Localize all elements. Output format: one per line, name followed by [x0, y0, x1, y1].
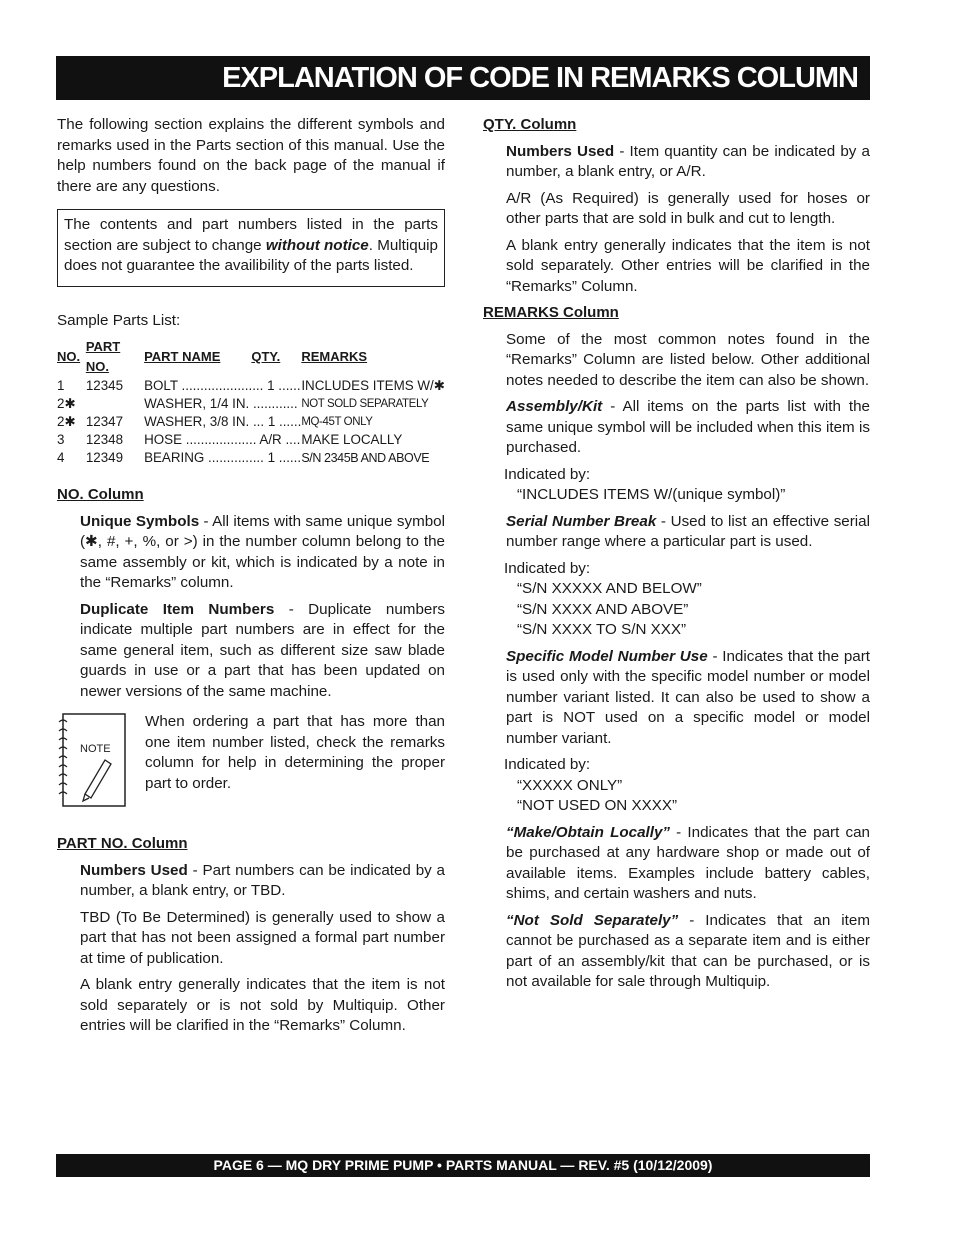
title-bar — [56, 56, 870, 100]
notice-box: The contents and part numbers listed in the parts section are subject to change without notice. Multiquip does not guarantee the availibility of the parts listed. — [57, 209, 445, 287]
model-example-2: “NOT USED ON XXXX” — [517, 797, 678, 814]
intro-paragraph: The following section explains the different symbols and remarks used in the Parts section of this manual. Use the help numbers found on the back page of the manual if there are any questions. — [57, 116, 445, 195]
col-header-part-name: PART NAME — [144, 349, 221, 364]
duplicate-numbers-paragraph: Duplicate Item Numbers - Duplicate numbers indicate multiple part numbers are in effect for the same general item, such as different size saw blade guards in use or a part that has been updated on newer versions of the same machine. — [80, 600, 445, 700]
remarks-column-heading: REMARKS Column — [483, 304, 619, 321]
table-row: 1 12345 BOLT ...................... 1 ...... INCLUDES ITEMS W/✱ — [57, 378, 445, 393]
sample-label: Sample Parts List: — [57, 311, 181, 329]
table-row: 2✱ WASHER, 1/4 IN. ............ NOT SOLD SEPARATELY — [57, 396, 429, 411]
note-block — [57, 712, 445, 822]
indicated-by-label: Indicated by: — [504, 465, 591, 483]
unique-symbols-paragraph: Unique Symbols - All items with same unique symbol (✱, #, +, %, or >) in the number column belong to the same assembly or kit, which is indicated by a note in the “Remarks” column. — [80, 512, 445, 591]
indicated-by-label: Indicated by: — [504, 756, 591, 773]
qty-column-heading: QTY. Column — [483, 116, 577, 133]
right-column — [483, 115, 870, 999]
part-numbers-used-paragraph: Numbers Used - Part numbers can be indicated by a number, a blank entry, or TBD. — [80, 861, 445, 899]
col-header-qty: QTY. — [251, 349, 281, 364]
col-header-remarks: REMARKS — [301, 349, 368, 364]
no-column-heading: NO. Column — [57, 486, 144, 503]
note-text: When ordering a part that has more than one item number listed, check the remarks column for help in determining the proper part to order. — [145, 713, 445, 792]
table-header-row — [57, 337, 445, 377]
tbd-paragraph: TBD (To Be Determined) is generally used to show a part that has not been assigned a formal part number at time of publication. — [80, 908, 445, 967]
page-footer: PAGE 6 — MQ DRY PRIME PUMP • PARTS MANUAL — REV. #5 (10/12/2009) — [56, 1154, 870, 1177]
col-header-no: NO. — [57, 349, 81, 364]
serial-example-1: “S/N XXXXX AND BELOW” — [517, 580, 702, 597]
table-row: 3 12348 HOSE ................... A/R .... MAKE LOCALLY — [57, 432, 403, 447]
col-header-part-no: PART NO. — [85, 339, 121, 374]
indicated-by-label: Indicated by: — [504, 559, 591, 577]
qty-numbers-used-paragraph: Numbers Used - Item quantity can be indicated by a number, a blank entry, or A/R. — [506, 142, 870, 180]
model-example-1: “XXXXX ONLY” — [517, 776, 623, 794]
serial-break-paragraph: Serial Number Break - Used to list an effective serial number range where a particular part is used. — [506, 512, 870, 550]
left-column — [57, 115, 445, 1043]
make-locally-paragraph: “Make/Obtain Locally” - Indicates that the part can be purchased at any hardware shop or made out of available items. Examples include battery cables, shims, and certain washers and nuts. — [506, 823, 870, 902]
serial-example-3: “S/N XXXX TO S/N XXX” — [517, 621, 687, 638]
note-icon — [57, 712, 127, 808]
not-sold-separately-paragraph: “Not Sold Separately” - Indicates that an item cannot be purchased as a separate item and is either part of an assembly/kit that can be purchased, or is not available for sale through Multiquip. — [506, 911, 870, 990]
page-title: EXPLANATION OF CODE IN REMARKS COLUMN — [222, 62, 858, 94]
qty-blank-entry-paragraph: A blank entry generally indicates that the item is not sold separately. Other entries will be clarified in the “Remarks” Column. — [506, 236, 870, 295]
table-row: 4 12349 BEARING ............... 1 ...... S/N 2345B AND ABOVE — [57, 450, 430, 465]
serial-example-2: “S/N XXXX AND ABOVE” — [517, 600, 689, 618]
notice-emphasis: without notice — [265, 236, 369, 254]
sample-parts-table — [57, 337, 445, 467]
table-row: 2✱ 12347 WASHER, 3/8 IN. ... 1 ...... MQ-45T ONLY — [57, 414, 373, 429]
part-blank-entry-paragraph: A blank entry generally indicates that the item is not sold separately or is not sold by Multiquip. Other entries will be clarified in the “Remarks” Column. — [80, 976, 445, 1034]
assembly-kit-paragraph: Assembly/Kit - All items on the parts list with the same unique symbol will be included when this item is purchased. — [506, 398, 870, 456]
assembly-example: “INCLUDES ITEMS W/(unique symbol)” — [517, 486, 786, 503]
part-no-column-heading: PART NO. Column — [57, 835, 188, 852]
note-icon-label: NOTE — [80, 743, 111, 755]
model-number-paragraph: Specific Model Number Use - Indicates that the part is used only with the specific model number or model number variant listed. It can also be used to show a part is NOT used on a specific model or model number variant. — [506, 647, 870, 747]
ar-paragraph: A/R (As Required) is generally used for hoses or other parts that are sold in bulk and cut to length. — [506, 189, 870, 227]
remarks-intro-paragraph: Some of the most common notes found in the “Remarks” Column are listed below. Other additional notes needed to describe the item can also be shown. — [506, 330, 870, 389]
